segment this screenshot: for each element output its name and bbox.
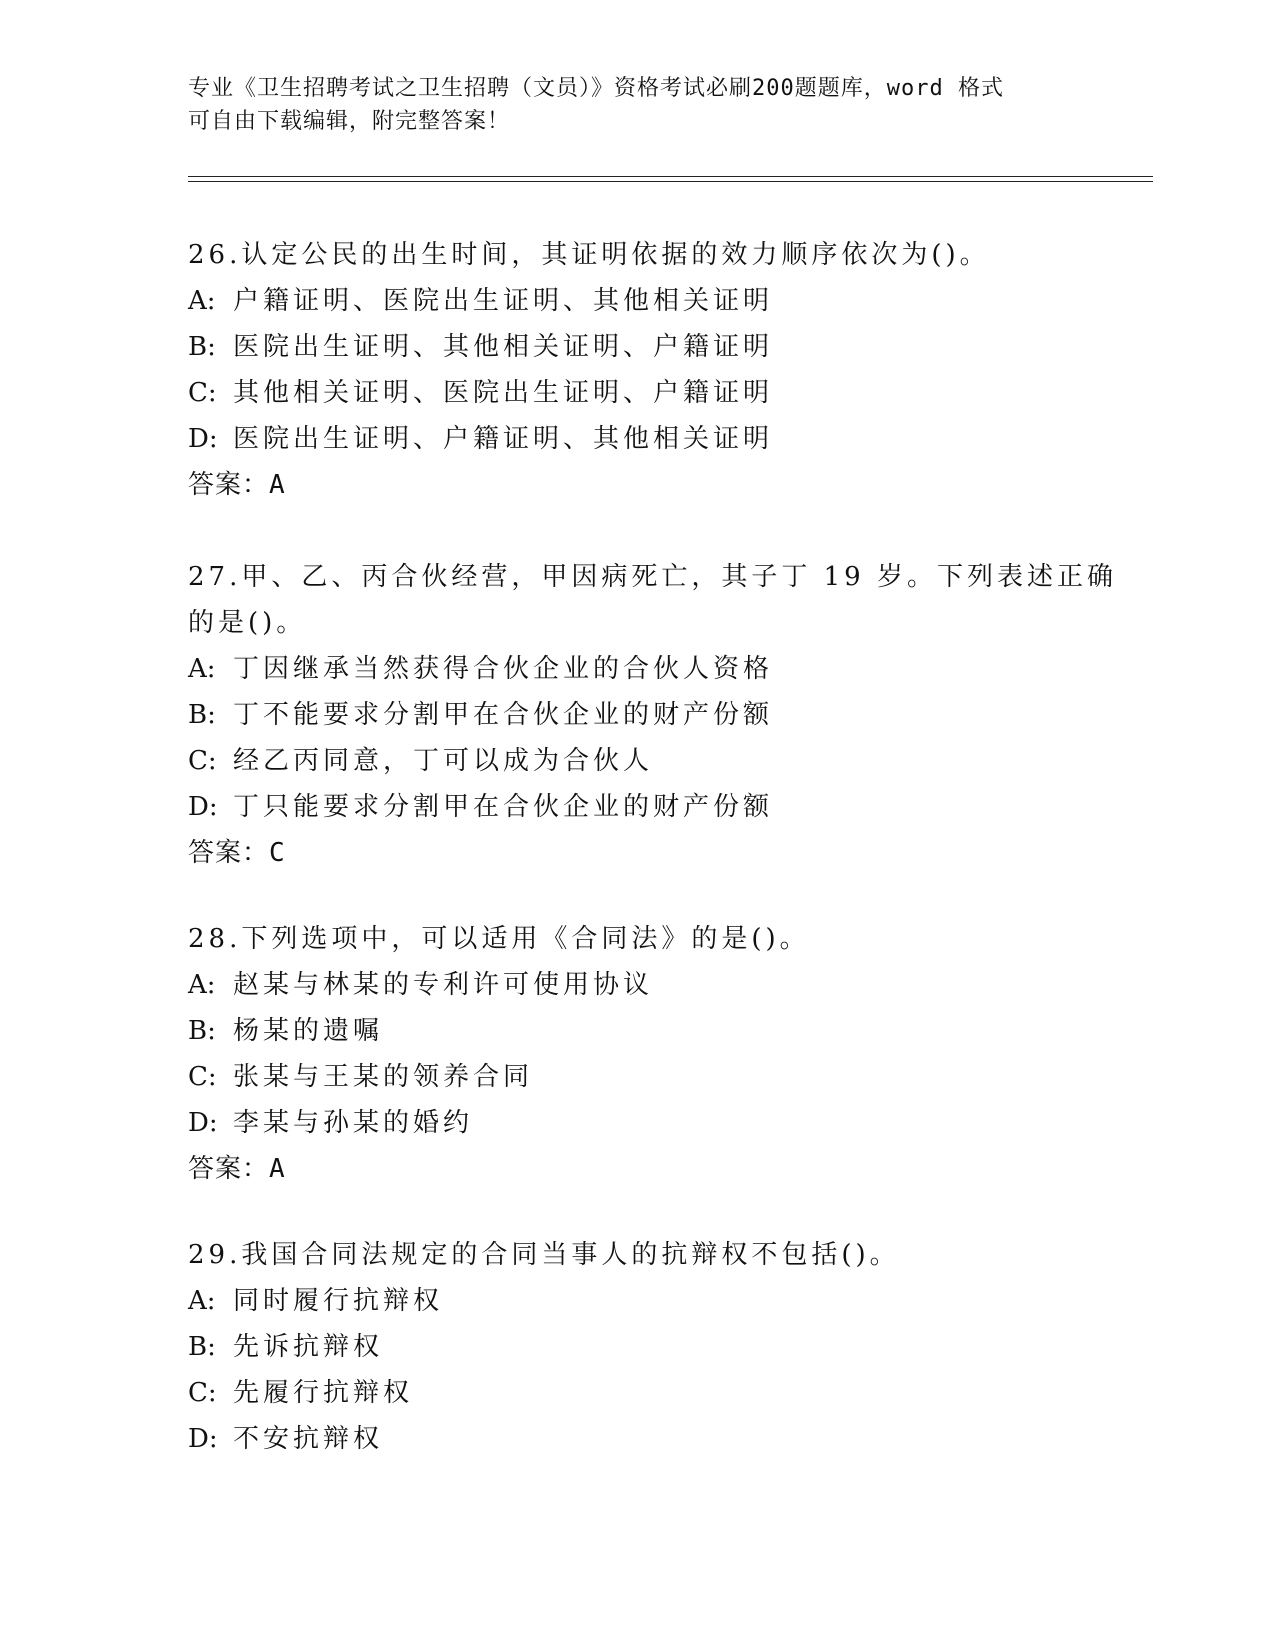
option-d	[188, 784, 1088, 830]
option-text: 其他相关证明、医院出生证明、户籍证明	[233, 378, 774, 408]
question-stem: 28.下列选项中，可以适用《合同法》的是()。	[188, 924, 810, 954]
option-a	[188, 278, 1088, 324]
option-text: 医院出生证明、户籍证明、其他相关证明	[233, 424, 774, 454]
option-text: 杨某的遗嘱	[233, 1016, 384, 1046]
header-line-2: 可自由下载编辑，附完整答案！	[188, 109, 511, 134]
question-27	[188, 554, 1117, 876]
question-stem: 29.我国合同法规定的合同当事人的抗辩权不包括()。	[188, 1240, 900, 1270]
option-letter: C:	[188, 1062, 217, 1092]
option-text: 张某与王某的领养合同	[233, 1062, 534, 1092]
option-text: 丁只能要求分割甲在合伙企业的财产份额	[233, 792, 774, 822]
option-letter: A:	[188, 970, 216, 1000]
option-letter: D:	[188, 1424, 218, 1454]
answer-line: 答案：C	[188, 838, 286, 868]
option-text: 丁不能要求分割甲在合伙企业的财产份额	[233, 700, 774, 730]
answer-line: 答案：A	[188, 1154, 286, 1184]
option-text: 李某与孙某的婚约	[233, 1108, 474, 1138]
option-letter: A:	[188, 654, 216, 684]
option-d	[188, 416, 1088, 462]
option-letter: A:	[188, 1286, 216, 1316]
option-text: 赵某与林某的专利许可使用协议	[233, 970, 654, 1000]
option-text: 经乙丙同意，丁可以成为合伙人	[233, 746, 654, 776]
option-letter: D:	[188, 424, 218, 454]
question-stem: 26.认定公民的出生时间，其证明依据的效力顺序依次为()。	[188, 240, 990, 270]
option-d	[188, 1416, 1088, 1462]
option-text: 医院出生证明、其他相关证明、户籍证明	[233, 332, 774, 362]
option-letter: A:	[188, 286, 216, 316]
option-c	[188, 738, 1088, 784]
option-text: 先诉抗辩权	[233, 1332, 384, 1362]
document-header	[188, 72, 1088, 138]
option-letter: B:	[188, 1016, 216, 1046]
option-letter: B:	[188, 700, 216, 730]
option-letter: B:	[188, 332, 216, 362]
option-letter: D:	[188, 792, 218, 822]
header-line-1: 专业《卫生招聘考试之卫生招聘（文员）》资格考试必刷200题题库，word 格式	[188, 76, 1004, 101]
option-text: 同时履行抗辩权	[233, 1286, 444, 1316]
option-letter: C:	[188, 378, 217, 408]
question-stem-line-1: 27.甲、乙、丙合伙经营，甲因病死亡，其子丁 19 岁。下列表述正确	[188, 562, 1117, 592]
option-c	[188, 1370, 1088, 1416]
option-c	[188, 1054, 1088, 1100]
option-text: 丁因继承当然获得合伙企业的合伙人资格	[233, 654, 774, 684]
option-letter: C:	[188, 1378, 217, 1408]
option-b	[188, 1324, 1088, 1370]
option-c	[188, 370, 1088, 416]
option-letter: C:	[188, 746, 217, 776]
header-divider-top	[188, 176, 1153, 177]
option-text: 户籍证明、医院出生证明、其他相关证明	[233, 286, 774, 316]
option-a	[188, 1278, 1088, 1324]
question-29	[188, 1232, 1088, 1462]
option-b	[188, 324, 1088, 370]
option-text: 不安抗辩权	[233, 1424, 384, 1454]
option-letter: D:	[188, 1108, 218, 1138]
option-b	[188, 1008, 1088, 1054]
option-letter: B:	[188, 1332, 216, 1362]
question-28	[188, 916, 1088, 1192]
option-a	[188, 962, 1088, 1008]
header-divider-bottom	[188, 181, 1153, 182]
option-a	[188, 646, 1088, 692]
option-d	[188, 1100, 1088, 1146]
option-text: 先履行抗辩权	[233, 1378, 414, 1408]
option-b	[188, 692, 1088, 738]
question-stem-line-2: 的是()。	[188, 608, 307, 638]
answer-line: 答案：A	[188, 470, 286, 500]
question-26	[188, 232, 1088, 508]
